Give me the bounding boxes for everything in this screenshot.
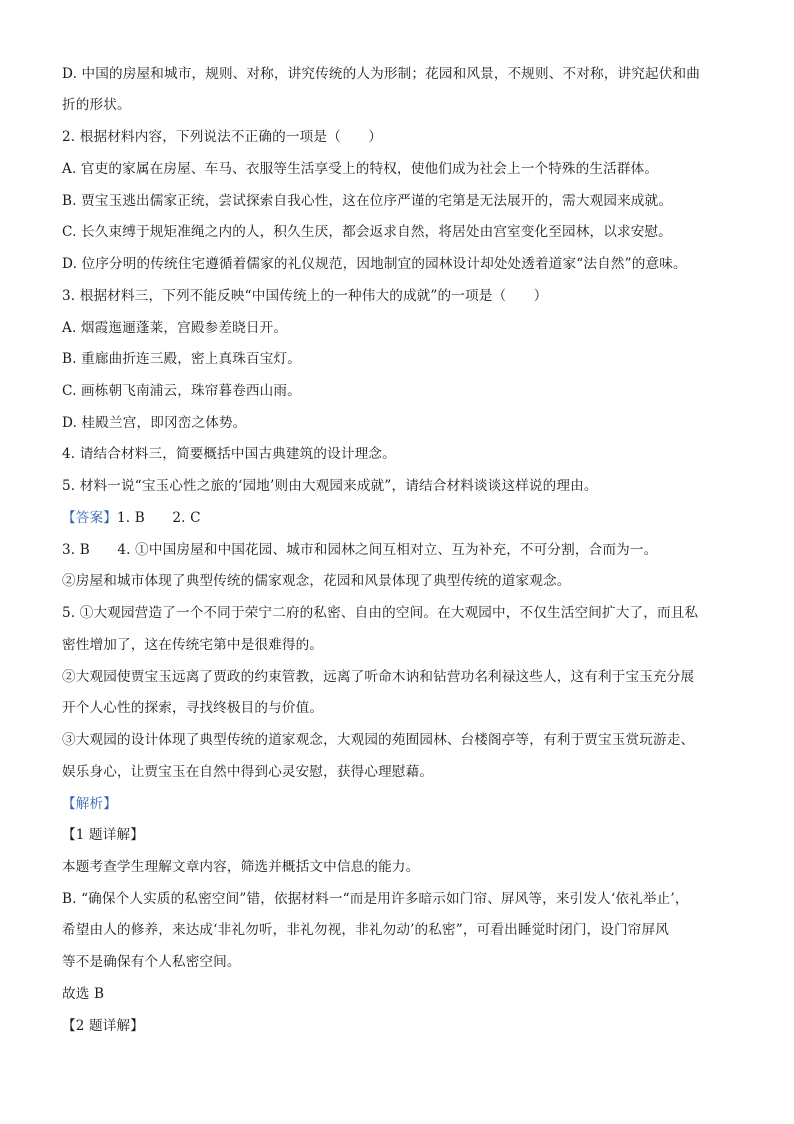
question-3: 3. 根据材料三，下列不能反映“中国传统上的一种伟大的成就”的一项是（ ） <box>62 288 548 304</box>
option-d-line-2: 折的形状。 <box>62 97 131 113</box>
question-4: 4. 请结合材料三，简要概括中国古典建筑的设计理念。 <box>62 446 396 462</box>
q1-detail-line-5: 故选 B <box>62 986 105 1002</box>
q3-option-c: C. 画栋朝飞南浦云，珠帘暮卷西山雨。 <box>62 383 301 399</box>
q1-detail-line-2: B. “确保个人实质的私密空间”错，依据材料一“而是用许多暗示如门帘、屏风等，来引发人‘依礼举止’， <box>62 891 689 907</box>
q1-detail-line-1: 本题考查学生理解文章内容，筛选并概括文中信息的能力。 <box>62 859 420 875</box>
q2-option-a: A. 官吏的家属在房屋、车马、衣服等生活享受上的特权，使他们成为社会上一个特殊的生活群体。 <box>62 161 659 177</box>
answer-header-line <box>62 508 742 528</box>
question-5: 5. 材料一说“宝玉心性之旅的‘园地’则由大观园来成就”，请结合材料谈谈这样说的理由。 <box>62 478 598 494</box>
q1-detail-line-4: 等不是确保有个人私密空间。 <box>62 954 241 970</box>
q2-option-b: B. 贾宝玉逃出儒家正统，尝试探索自我心性，这在位序严谨的宅第是无法展开的，需大观园来成就。 <box>62 193 673 209</box>
analysis-label: 【解析】 <box>62 796 117 812</box>
answer-line-5: ②大观园使贾宝玉远离了贾政的约束管教，远离了听命木讷和钻营功名利禄这些人，这有利于宝玉充分展 <box>62 669 695 685</box>
q2-option-d: D. 位序分明的传统住宅遵循着儒家的礼仪规范，因地制宜的园林设计却处处透着道家“法自然”的意味。 <box>62 256 687 272</box>
answer-label: 【答案】 <box>62 510 117 526</box>
q2-option-c: C. 长久束缚于规矩准绳之内的人，积久生厌，都会返求自然，将居处由宫室变化至园林，以求安慰。 <box>62 224 672 240</box>
answer-line-1: 3. B 4. ①中国房屋和中国花园、城市和园林之间互相对立、互为补充，不可分割，合而为一。 <box>62 542 658 558</box>
q3-option-b: B. 重廊曲折连三殿，密上真珠百宝灯。 <box>62 351 301 367</box>
answer-line-7: ③大观园的设计体现了典型传统的道家观念，大观园的苑囿园林、台楼阁亭等，有利于贾宝玉赏玩游走、 <box>62 732 695 748</box>
answer-line-3: 5. ①大观园营造了一个不同于荣宁二府的私密、自由的空间。在大观园中，不仅生活空间扩大了，而且私 <box>62 605 699 621</box>
question-2: 2. 根据材料内容，下列说法不正确的一项是（ ） <box>62 129 383 145</box>
answer-line-6: 开个人心性的探索，寻找终极目的与价值。 <box>62 700 324 716</box>
answer-line-4: 密性增加了，这在传统宅第中是很难得的。 <box>62 637 324 653</box>
answer-line-2: ②房屋和城市体现了典型传统的儒家观念，花园和风景体现了典型传统的道家观念。 <box>62 573 571 589</box>
answer-first: 1. B 2. C <box>116 510 201 526</box>
q3-option-a: A. 烟霞迤逦蓬莱，宫殿参差晓日开。 <box>62 320 288 336</box>
q1-detail-heading: 【1 题详解】 <box>62 827 144 843</box>
q1-detail-line-3: 希望由人的修养，来达成‘非礼勿听，非礼勿视，非礼勿动’的私密”，可看出睡觉时闭门，设门帘屏风 <box>62 922 670 938</box>
q2-detail-heading: 【2 题详解】 <box>62 1018 144 1034</box>
answer-line-8: 娱乐身心，让贾宝玉在自然中得到心灵安慰，获得心理慰藉。 <box>62 764 434 780</box>
q3-option-d: D. 桂殿兰宫，即冈峦之体势。 <box>62 415 247 431</box>
option-d-line-1: D. 中国的房屋和城市，规则、对称，讲究传统的人为形制；花园和风景，不规则、不对称，讲究起伏和曲 <box>62 66 700 82</box>
